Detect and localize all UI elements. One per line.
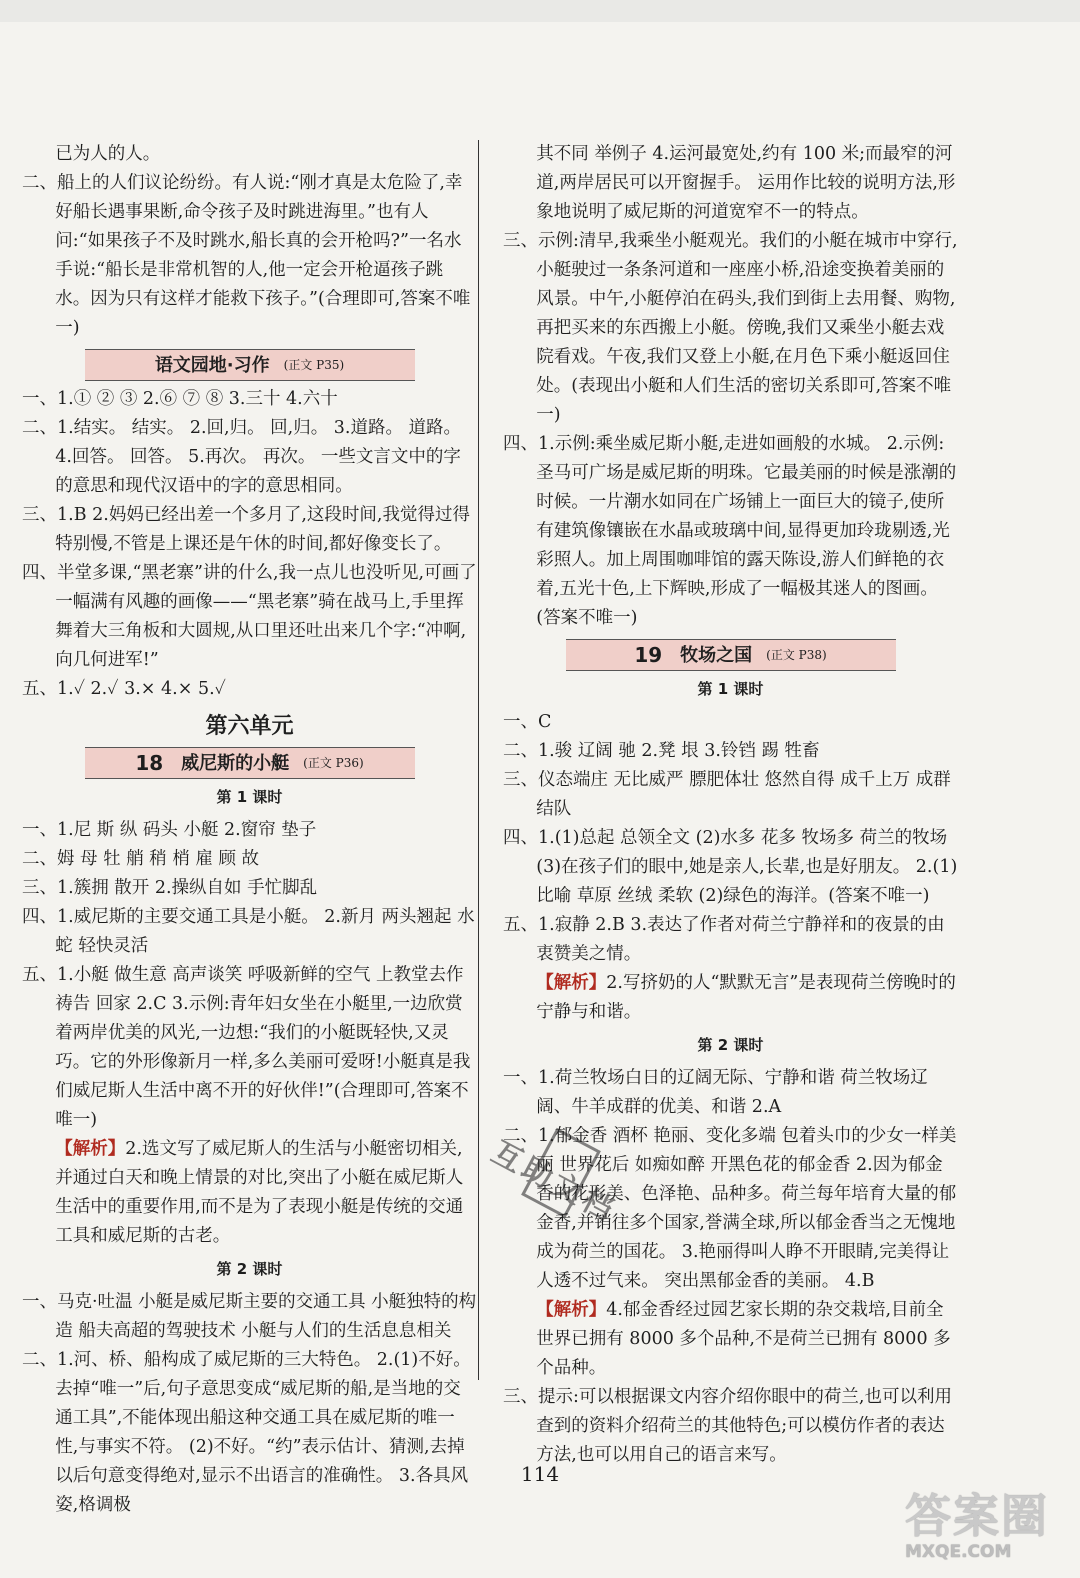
lesson-period: 第 1 课时: [697, 680, 764, 698]
answer-line: 五、1.✓ 2.✓ 3.× 4.× 5.✓: [22, 679, 226, 699]
section-ref: (正文 P36): [303, 755, 364, 770]
lesson-period: 第 1 课时: [216, 788, 283, 806]
answer-line: 四、1.示例:乘坐威尼斯小艇,走进如画般的水城。 2.示例:圣马可广场是威尼斯的明珠。它最美丽的时候是涨潮的时候。一片潮水如同在广场铺上一面巨大的镜子,使所有建筑像镶嵌在水晶或玻璃中间,显得更加玲珑剔透,光彩照人。加上周围咖啡馆的露天陈设,游人们鲜艳的衣着,五光十色,上下辉映,形成了一幅极其迷人的图画。(答案不唯一): [503, 434, 957, 628]
answer-line: 四、1.(1)总起 总领全文 (2)水多 花多 牧场多 荷兰的牧场 (3)在孩子们的眼中,她是亲人,长辈,也是好朋友。 2.(1)比喻 草原 丝绒 柔软 (2)绿色的海洋。(答案不唯一): [503, 828, 958, 906]
analysis-line: [22, 1135, 477, 1251]
answer-line: 二、1.骏 辽阔 驰 2.凳 垠 3.铃铛 踢 牲畜: [503, 741, 820, 761]
answer-page: [0, 22, 1080, 1578]
answer-line: 二、姆 母 牡 艄 稍 梢 雇 顾 故: [22, 849, 260, 869]
analysis-tag: 【解析】: [55, 1139, 126, 1159]
section-header: [85, 747, 415, 779]
answer-line: 三、仪态端庄 无比威严 膘肥体壮 悠然自得 成千上万 成群结队: [503, 770, 951, 819]
section-title: 语文园地·习作: [154, 354, 270, 376]
left-column: [22, 140, 477, 1520]
watermark-url: MXQE.COM: [905, 1542, 1012, 1562]
answer-line: 四、1.威尼斯的主要交通工具是小艇。 2.新月 两头翘起 水蛇 轻快灵活: [22, 907, 475, 956]
analysis-line: [503, 1296, 958, 1383]
answer-line: 五、1.寂静 2.B 3.表达了作者对荷兰宁静祥和的夜景的由衷赞美之情。: [503, 915, 945, 964]
watermark-logo: [905, 1480, 1075, 1576]
analysis-text: 4.郁金香经过园艺家长期的杂交栽培,目前全世界已拥有 8000 多个品种,不是荷兰已拥有 8000 多个品种。: [536, 1300, 951, 1378]
answer-line: 二、1.结实。 结实。 2.回,归。 回,归。 3.道路。 道路。 4.回答。 回答。 5.再次。 再次。 一些文言文中的字的意思和现代汉语中的字的意思相同。: [22, 418, 462, 496]
answer-line: 一、1.尼 斯 纵 码头 小艇 2.窗帘 垫子: [22, 820, 317, 840]
answer-line: 一、1.荷兰牧场白日的辽阔无际、宁静和谐 荷兰牧场辽阔、牛羊成群的优美、和谐 2.A: [503, 1068, 928, 1117]
answer-line: 五、1.小艇 做生意 高声谈笑 呼吸新鲜的空气 上教堂去作祷告 回家 2.C 3.示例:青年妇女坐在小艇里,一边欣赏着两岸优美的风光,一边想:“我们的小艇既轻快,又灵巧。它的外形像新月一样,多么美丽可爱呀!小艇真是我们威尼斯人生活中离不开的好伙伴!”(合理即可,答案不唯一): [22, 965, 471, 1130]
section-header: [85, 349, 415, 381]
answer-line: 三、示例:清早,我乘坐小艇观光。我们的小艇在城市中穿行,小艇驶过一条条河道和一座座小桥,沿途变换着美丽的风景。中午,小艇停泊在码头,我们到街上去用餐、购物,再把买来的东西搬上小艇。傍晚,我们又乘坐小艇去戏院看戏。午夜,我们又登上小艇,在月色下乘小艇返回住处。(表现出小艇和人们生活的密切关系即可,答案不唯一): [503, 231, 958, 425]
answer-line: 二、船上的人们议论纷纷。有人说:“刚才真是太危险了,幸好船长遇事果断,命令孩子及时跳进海里。”也有人问:“如果孩子不及时跳水,船长真的会开枪吗?”一名水手说:“船长是非常机智的人,他一定会开枪逼孩子跳水。因为只有这样才能救下孩子。”(合理即可,答案不唯一): [22, 173, 471, 338]
section-ref: (正文 P38): [766, 647, 827, 662]
section-title: 牧场之国: [680, 644, 753, 666]
lesson-period: 第 2 课时: [216, 1260, 283, 1278]
answer-line: 二、1.河、桥、船构成了威尼斯的三大特色。 2.(1)不好。去掉“唯一”后,句子意思变成“威尼斯的船,是当地的交通工具”,不能体现出船这种交通工具在威尼斯的唯一性,与事实不符。 (2)不好。“约”表示估计、猜测,去掉以后句意变得绝对,显示不出语言的准确性。 3.各具风姿,格调极: [22, 1350, 471, 1515]
section-title: 威尼斯的小艇: [181, 752, 290, 774]
answer-line: 三、提示:可以根据课文内容介绍你眼中的荷兰,也可以利用查到的资料介绍荷兰的其他特色;可以模仿作者的表达方法,也可以用自己的语言来写。: [503, 1387, 952, 1465]
unit-title: 第六单元: [205, 714, 294, 739]
lesson-number: 19: [634, 642, 663, 667]
lesson-period: 第 2 课时: [697, 1036, 764, 1054]
answer-line: 一、1.① ② ③ 2.⑥ ⑦ ⑧ 3.三十 4.六十: [22, 389, 338, 409]
analysis-tag: 【解析】: [536, 1300, 607, 1320]
analysis-text: 2.写挤奶的人“默默无言”是表现荷兰傍晚时的宁静与和谐。: [536, 973, 956, 1022]
answer-line: 一、C: [503, 712, 552, 732]
answer-line: 二、1.郁金香 酒杯 艳丽、变化多端 包着头巾的少女一样美丽 世界花后 如痴如醉 开黑色花的郁金香 2.因为郁金香的花形美、色泽艳、品种多。荷兰每年培育大量的郁金香,并销往多个国家,誉满全球,所以郁金香当之无愧地成为荷兰的国花。 3.艳丽得叫人睁不开眼睛,完美得让人透不过气来。 突出黑郁金香的美丽。 4.B: [503, 1126, 957, 1291]
section-header: [566, 639, 896, 671]
answer-line: 四、半堂多课,“黑老寨”讲的什么,我一点儿也没听见,可画了一幅满有风趣的画像——“黑老寨”骑在战马上,手里挥舞着大三角板和大圆规,从口里还吐出来几个字:“冲啊,向几何进军!”: [22, 563, 477, 670]
stamp-text: 互助文档: [485, 1134, 623, 1230]
watermark-logo-text: 答案圈: [905, 1489, 1049, 1543]
answer-line: 其不同 举例子 4.运河最宽处,约有 100 米;而最窄的河道,两岸居民可以开窗握手。 运用作比较的说明方法,形象地说明了威尼斯的河道宽窄不一的特点。: [536, 144, 956, 222]
page-number: 114: [520, 1462, 560, 1486]
analysis-line: [503, 969, 958, 1027]
answer-line: 三、1.B 2.妈妈已经出差一个多月了,这段时间,我觉得过得特别慢,不管是上课还是午休的时间,都好像变长了。: [22, 505, 470, 554]
lesson-number: 18: [135, 750, 164, 775]
analysis-text: 2.选文写了威尼斯人的生活与小艇密切相关,并通过白天和晚上情景的对比,突出了小艇在威尼斯人生活中的重要作用,而不是为了表现小艇是传统的交通工具和威尼斯的古老。: [55, 1139, 464, 1246]
answer-line: 三、1.簇拥 散开 2.操纵自如 手忙脚乱: [22, 878, 318, 898]
answer-line: 已为人的人。: [55, 144, 161, 164]
section-ref: (正文 P35): [283, 357, 345, 372]
analysis-tag: 【解析】: [536, 973, 607, 993]
answer-line: 一、马克·吐温 小艇是威尼斯主要的交通工具 小艇独特的构造 船夫高超的驾驶技术 小艇与人们的生活息息相关: [22, 1292, 477, 1341]
